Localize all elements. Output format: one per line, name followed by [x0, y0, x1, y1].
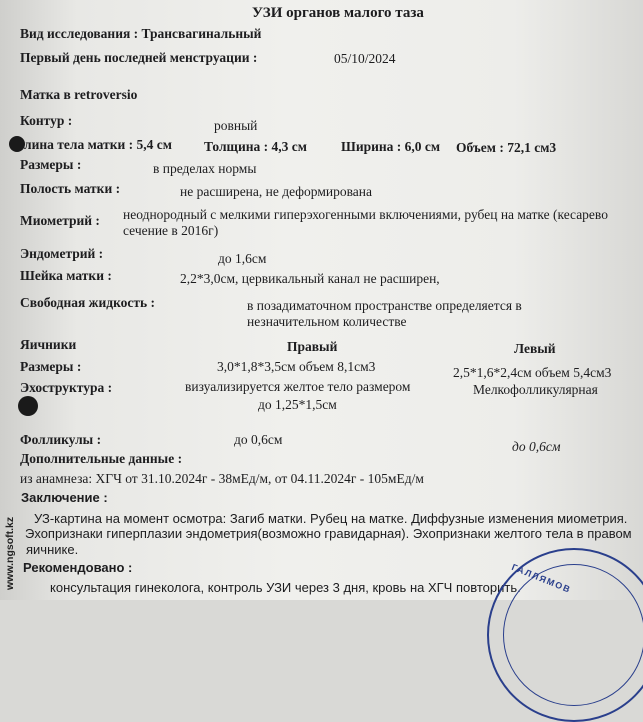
left-ovary-echo: Мелкофолликулярная [473, 382, 598, 397]
stamp-text: ГАЛЛЯМОВ [510, 562, 573, 595]
recommendation-label: Рекомендовано : [23, 560, 133, 575]
cavity-value: не расширена, не деформирована [180, 184, 372, 199]
right-ovary-echo-line2: до 1,25*1,5см [258, 397, 337, 412]
uterus-length: лина тела матки : 5,4 см [24, 137, 172, 152]
uterus-volume: Объем : 72,1 см3 [456, 140, 557, 155]
punch-hole [9, 136, 25, 152]
recommendation-text: консультация гинеколога, контроль УЗИ через 3 дня, кровь на ХГЧ повторить. [50, 580, 521, 595]
punch-hole [18, 396, 38, 416]
lmp-value: 05/10/2024 [334, 51, 396, 66]
study-type: Вид исследования : Трансвагинальный [20, 26, 262, 41]
watermark-url: www.ngsoft.kz [4, 516, 16, 590]
ovaries-label: Яичники [20, 337, 77, 352]
uterus-width: Ширина : 6,0 см [341, 139, 441, 154]
conclusion-line1: УЗ-картина на момент осмотра: Загиб матки. Рубец на матке. Диффузные изменения миометрия. [34, 511, 628, 526]
cavity-label: Полость матки : [20, 181, 121, 196]
follicles-label: Фолликулы : [20, 432, 102, 447]
endometrium-label: Эндометрий : [20, 246, 104, 261]
cervix-value: 2,2*3,0см, цервикальный канал не расширен, [180, 271, 440, 286]
document-title: УЗИ органов малого таза [252, 5, 424, 21]
fluid-value-line1: в позадиматочном пространстве определяется в [247, 298, 522, 313]
right-ovary-echo-line1: визуализируется желтое тело размером [185, 379, 411, 394]
lmp-label: Первый день последней менструации : [20, 50, 258, 65]
additional-label: Дополнительные данные : [20, 451, 183, 466]
endometrium-value: до 1,6см [218, 251, 267, 266]
conclusion-label: Заключение : [21, 490, 108, 505]
uterus-thickness: Толщина : 4,3 см [204, 139, 307, 154]
right-follicles: до 0,6см [234, 432, 283, 447]
right-ovary-size: 3,0*1,8*3,5см объем 8,1см3 [217, 359, 376, 374]
doctor-stamp [487, 548, 643, 722]
right-ovary-header: Правый [287, 339, 338, 354]
conclusion-line2: Эхопризнаки гиперплазии эндометрия(возможно гравидарная). Эхопризнаки желтого тела в правом [25, 526, 632, 541]
contour-value: ровный [214, 118, 258, 133]
myometrium-value-line2: сечение в 2016г) [123, 223, 219, 238]
echostructure-label: Эхоструктура : [20, 380, 113, 395]
myometrium-label: Миометрий : [20, 213, 100, 228]
left-ovary-header: Левый [514, 341, 556, 356]
size-label: Размеры : [20, 157, 82, 172]
fluid-label: Свободная жидкость : [20, 295, 156, 310]
fluid-value-line2: незначительном количестве [247, 314, 407, 329]
size-value: в пределах нормы [153, 161, 257, 176]
ovary-size-label: Размеры : [20, 359, 82, 374]
left-ovary-size: 2,5*1,6*2,4см объем 5,4см3 [453, 365, 612, 380]
contour-label: Контур : [20, 113, 73, 128]
left-follicles: до 0,6см [512, 439, 561, 454]
uterus-position: Матка в retroversio [20, 87, 138, 102]
myometrium-value-line1: неоднородный с мелкими гиперэхогенными включениями, рубец на матке (кесарево [123, 207, 608, 222]
conclusion-line3: яичнике. [26, 542, 79, 557]
additional-text: из анамнеза: ХГЧ от 31.10.2024г - 38мЕд/м, от 04.11.2024г - 105мЕд/м [20, 471, 424, 486]
cervix-label: Шейка матки : [20, 268, 112, 283]
